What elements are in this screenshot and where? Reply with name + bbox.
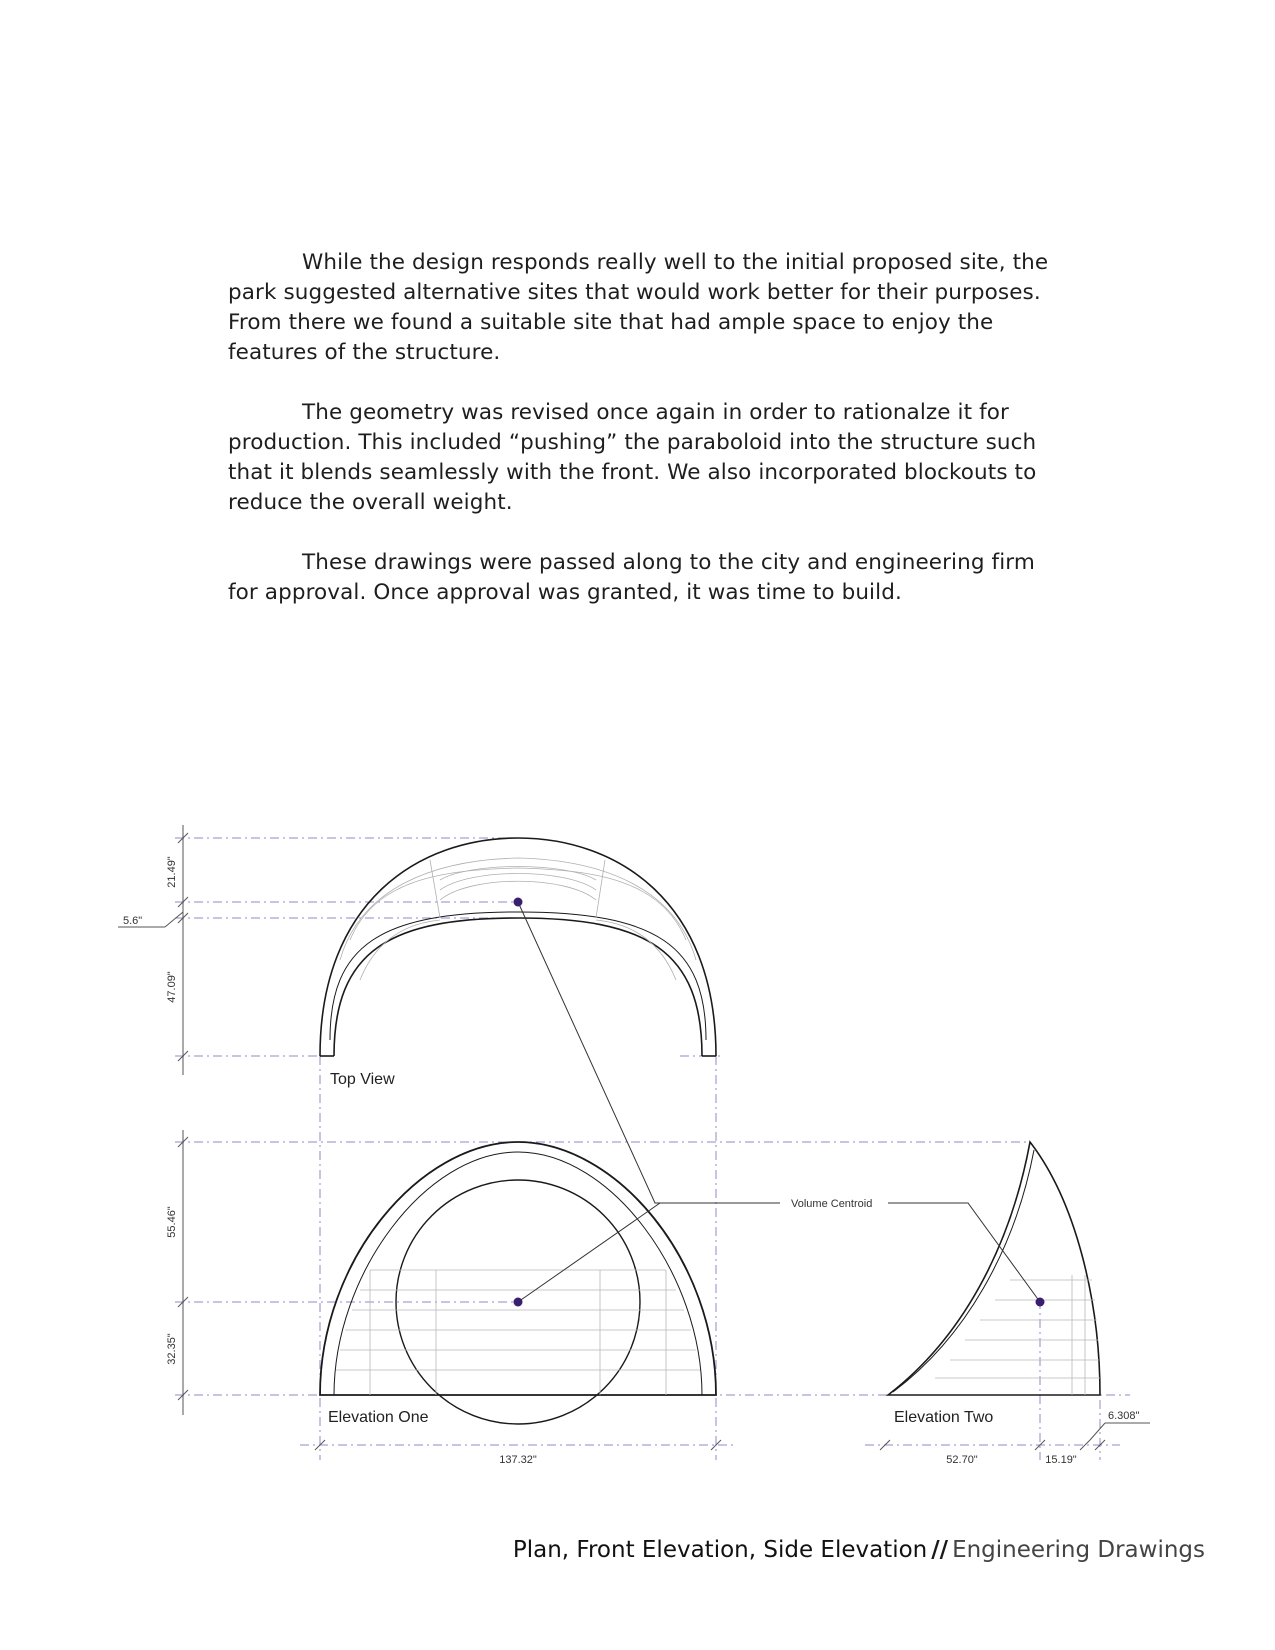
dim-elev-one-width: 137.32" [499, 1454, 537, 1466]
dim-elev-two-offset: 15.19" [1045, 1454, 1077, 1466]
elevation-two [888, 1142, 1100, 1395]
dim-top-thickness: 5.6" [123, 915, 143, 927]
caption-main: Plan, Front Elevation, Side Elevation [512, 1537, 928, 1563]
top-view-plan [320, 838, 716, 1056]
paragraph-2: The geometry was revised once again in order to rationalze it for production. This included “pushing” the paraboloid into the structure such that it blends seamlessly with the front. We also incorporated blockouts to reduce the overall weight. [228, 400, 1037, 515]
elevation-one-label: Elevation One [328, 1409, 429, 1426]
caption-secondary: Engineering Drawings [952, 1537, 1205, 1563]
centroid-marker-elevation-two [1036, 1298, 1045, 1307]
top-view-label: Top View [330, 1071, 395, 1088]
centroid-marker-elevation-one [514, 1298, 523, 1307]
dim-top-depth-upper: 21.49" [166, 856, 178, 888]
dim-elev-height-upper: 55.46" [166, 1206, 178, 1238]
caption-separator: // [931, 1537, 949, 1563]
elevation-one [320, 1142, 716, 1424]
dimension-lines [118, 825, 1150, 1450]
elevation-two-label: Elevation Two [894, 1409, 994, 1426]
paragraph-3: These drawings were passed along to the city and engineering firm for approval. Once approval was granted, it was time to build. [228, 550, 1035, 605]
centroid-marker-top [514, 898, 523, 907]
volume-centroid-label: Volume Centroid [791, 1198, 873, 1210]
dim-elev-height-lower: 32.35" [166, 1333, 178, 1365]
paragraph-1: While the design responds really well to the initial proposed site, the park suggested alternative sites that would work better for their purposes. From there we found a suitable site that had ample space to enjoy the features of the structure. [228, 250, 1049, 365]
dim-elev-two-width: 52.70" [946, 1454, 978, 1466]
dim-top-depth-lower: 47.09" [166, 971, 178, 1003]
dim-elev-two-thickness: 6.308" [1108, 1410, 1140, 1422]
figure-caption [513, 1537, 1205, 1563]
guide-lines [175, 838, 1130, 1460]
centroid-leaders [518, 902, 1040, 1302]
